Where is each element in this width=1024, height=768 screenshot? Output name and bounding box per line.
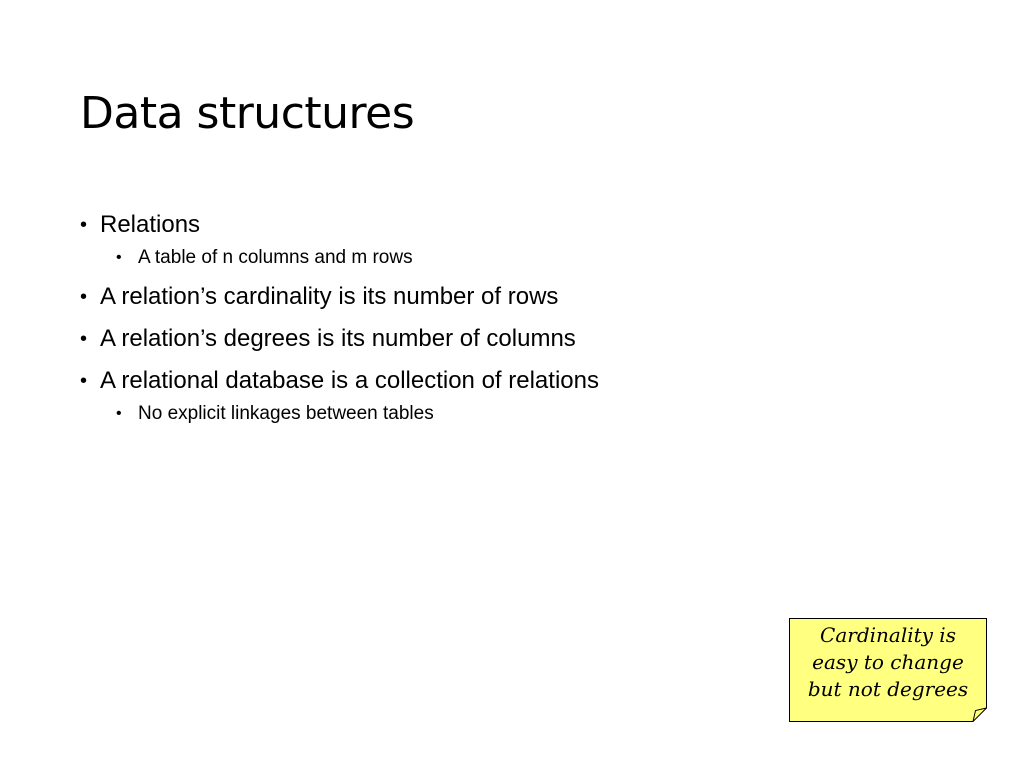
sub-bullet-text: A table of n columns and m rows [138, 247, 413, 268]
bullet-dot-icon: • [116, 405, 122, 422]
sub-bullet-item [80, 244, 900, 272]
bullet-dot-icon: • [80, 286, 88, 308]
bullet-item [80, 280, 900, 314]
bullet-dot-icon: • [80, 370, 88, 392]
bullet-list [80, 208, 900, 430]
note-line: but not degrees [807, 677, 969, 701]
bullet-item [80, 208, 900, 242]
sticky-note [789, 618, 987, 722]
note-line: Cardinality is [820, 623, 956, 647]
bullet-dot-icon: • [116, 249, 122, 266]
bullet-dot-icon: • [80, 214, 88, 236]
bullet-text: Relations [100, 211, 201, 238]
slide-title: Data structures [80, 88, 415, 139]
bullet-item [80, 364, 900, 398]
sub-bullet-item [80, 400, 900, 428]
bullet-text: A relation’s cardinality is its number of rows [100, 283, 559, 310]
sub-bullet-text: No explicit linkages between tables [138, 403, 434, 424]
note-line: easy to change [812, 650, 964, 674]
bullet-dot-icon: • [80, 328, 88, 350]
bullet-text: A relation’s degrees is its number of columns [100, 325, 576, 352]
sticky-note-text [789, 622, 987, 703]
bullet-item [80, 322, 900, 356]
bullet-text: A relational database is a collection of relations [100, 367, 599, 394]
